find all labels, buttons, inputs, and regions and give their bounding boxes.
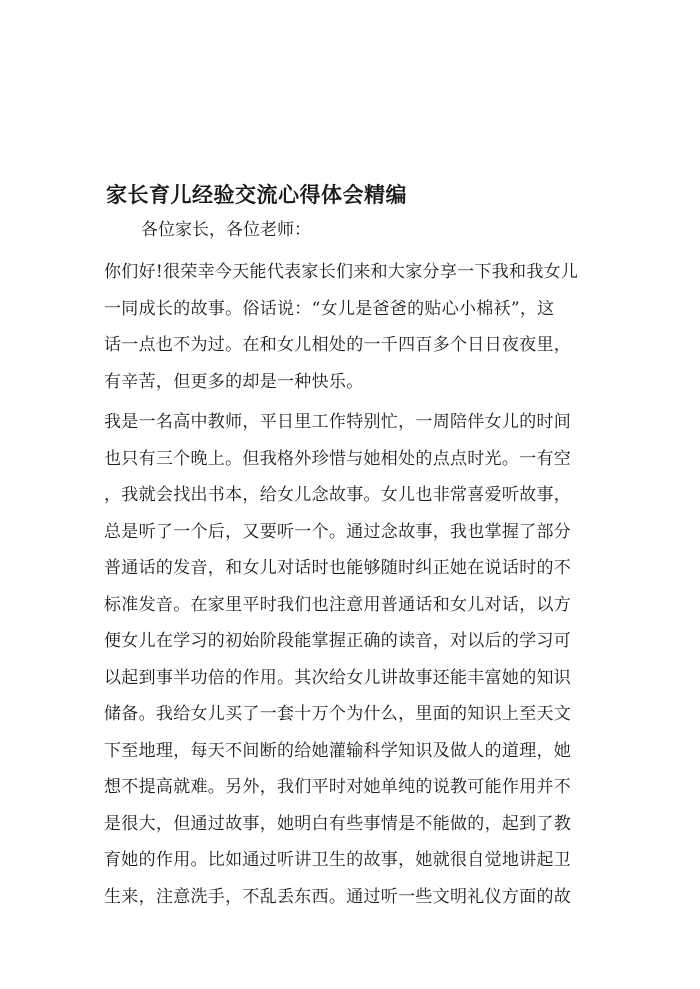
text-line: 话一点也不为过。在和女儿相处的一千四百多个日日夜夜里， [104, 335, 572, 355]
salutation: 各位家长，各位老师： [141, 220, 311, 240]
text-line: 育她的作用。比如通过听讲卫生的故事，她就很自觉地讲起卫 [104, 850, 572, 870]
document-title: 家长育儿经验交流心得体会精编 [106, 182, 407, 207]
text-line: ，我就会找出书本，给女儿念故事。女儿也非常喜爱听故事， [104, 485, 572, 505]
text-line: 你们好!很荣幸今天能代表家长们来和大家分享一下我和我女儿 [104, 262, 579, 282]
text-line: 有辛苦，但更多的却是一种快乐。 [104, 371, 364, 392]
body-text [104, 254, 604, 915]
paragraph-2 [104, 404, 604, 915]
paragraph-1 [104, 254, 604, 400]
text-line: 也只有三个晚上。但我格外珍惜与她相处的点点时光。一有空 [104, 448, 572, 469]
text-line: 便女儿在学习的初始阶段能掌握正确的读音，对以后的学习可 [104, 631, 572, 651]
text-line: 一同成长的故事。俗话说：“女儿是爸爸的贴心小棉袄”，这 [104, 298, 555, 319]
text-line: 想不提高就难。另外，我们平时对她单纯的说教可能作用并不 [104, 777, 572, 797]
text-line: 生来，注意洗手，不乱丢东西。通过听一些文明礼仪方面的故 [104, 886, 572, 907]
text-line: 储备。我给女儿买了一套十万个为什么，里面的知识上至天文 [104, 704, 572, 724]
text-line: 我是一名高中教师，平日里工作特别忙，一周陪伴女儿的时间 [104, 412, 572, 432]
text-line: 普通话的发音，和女儿对话时也能够随时纠正她在说话时的不 [104, 558, 572, 578]
text-line: 是很大，但通过故事，她明白有些事情是不能做的，起到了教 [104, 813, 572, 834]
text-line: 以起到事半功倍的作用。其次给女儿讲故事还能丰富她的知识 [104, 667, 572, 688]
text-line: 总是听了一个后，又要听一个。通过念故事，我也掌握了部分 [104, 521, 572, 542]
text-line: 下至地理，每天不间断的给她灌输科学知识及做人的道理，她 [104, 740, 572, 761]
text-line: 标准发音。在家里平时我们也注意用普通话和女儿对话，以方 [104, 594, 572, 615]
